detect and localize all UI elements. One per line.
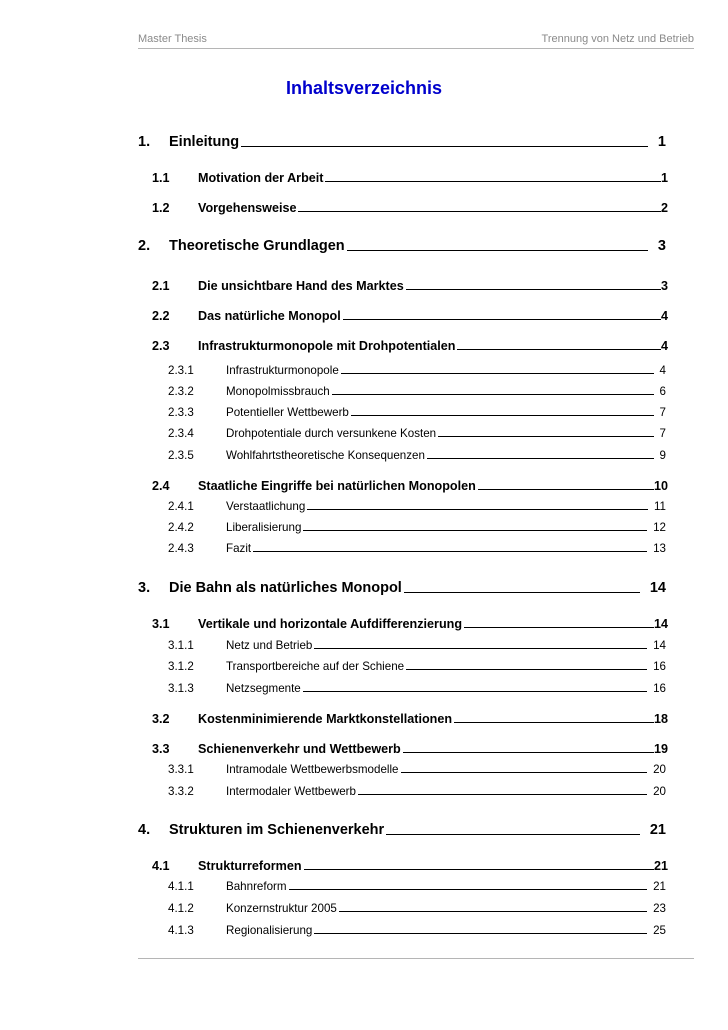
toc-entry-level-3[interactable]	[168, 639, 666, 652]
toc-entry-page-number: 12	[653, 521, 666, 534]
toc-entry-level-3[interactable]	[168, 500, 666, 513]
toc-entry-page-number: 25	[653, 924, 666, 937]
toc-entry-title: Netz und Betrieb	[226, 639, 313, 652]
toc-entry-level-3[interactable]	[168, 785, 666, 798]
toc-entry-level-3[interactable]	[168, 364, 666, 377]
toc-entry-number: 2.4.1	[168, 500, 194, 513]
toc-entry-page-number: 11	[653, 500, 666, 513]
toc-entry-level-3[interactable]	[168, 449, 666, 462]
toc-entry-page-number: 4	[660, 339, 668, 353]
toc-entry-title: Staatliche Eingriffe bei natürlichen Monopolen	[198, 479, 476, 493]
toc-leader-line	[351, 414, 654, 416]
toc-entry-number: 2.2	[152, 309, 170, 323]
toc-entry-title: Intermodaler Wettbewerb	[226, 785, 356, 798]
toc-leader-line	[457, 348, 661, 350]
toc-entry-page-number: 14	[653, 639, 666, 652]
toc-entry-level-3[interactable]	[168, 542, 666, 555]
toc-leader-line	[438, 435, 653, 437]
toc-entry-page-number: 7	[659, 406, 666, 419]
toc-entry-title: Die Bahn als natürliches Monopol	[169, 580, 402, 596]
toc-entry-number: 3.3	[152, 742, 170, 756]
toc-leader-line	[314, 932, 647, 934]
toc-entry-title: Wohlfahrtstheoretische Konsequenzen	[226, 449, 425, 462]
toc-entry-level-3[interactable]	[168, 406, 666, 419]
toc-leader-line	[253, 550, 647, 552]
toc-entry-level-1[interactable]	[138, 822, 666, 838]
toc-leader-line	[478, 488, 654, 490]
toc-leader-line	[454, 721, 654, 723]
toc-entry-title: Infrastrukturmonopole	[226, 364, 339, 377]
toc-entry-number: 4.	[138, 822, 151, 838]
toc-entry-title: Potentieller Wettbewerb	[226, 406, 349, 419]
toc-entry-page-number: 19	[653, 742, 668, 756]
toc-leader-line	[307, 508, 648, 510]
toc-entry-number: 2.3.4	[168, 427, 194, 440]
toc-entry-number: 4.1.1	[168, 880, 194, 893]
toc-entry-page-number: 4	[660, 309, 668, 323]
toc-entry-number: 2.3.5	[168, 449, 194, 462]
toc-entry-number: 3.1.2	[168, 660, 194, 673]
toc-entry-page-number: 21	[649, 822, 666, 838]
toc-leader-line	[427, 457, 654, 459]
toc-leader-line	[358, 793, 647, 795]
toc-entry-page-number: 16	[653, 660, 666, 673]
toc-entry-page-number: 1	[660, 171, 668, 185]
toc-entry-page-number: 18	[653, 712, 668, 726]
toc-entry-title: Strukturen im Schienenverkehr	[169, 822, 385, 838]
toc-entry-page-number: 14	[649, 580, 666, 596]
toc-entry-level-2[interactable]	[152, 339, 668, 353]
toc-leader-line	[386, 833, 640, 835]
toc-entry-number: 3.2	[152, 712, 170, 726]
toc-entry-level-3[interactable]	[168, 763, 666, 776]
toc-entry-title: Theoretische Grundlagen	[169, 238, 345, 254]
toc-leader-line	[314, 647, 647, 649]
toc-entry-level-2[interactable]	[152, 859, 668, 873]
toc-entry-title: Vorgehensweise	[198, 201, 297, 215]
toc-entry-page-number: 10	[653, 479, 668, 493]
toc-entry-number: 2.3.3	[168, 406, 194, 419]
running-header	[138, 26, 694, 49]
toc-entry-level-2[interactable]	[152, 742, 668, 756]
toc-entry-number: 4.1	[152, 859, 170, 873]
toc-entry-number: 4.1.2	[168, 902, 194, 915]
toc-entry-title: Verstaatlichung	[226, 500, 306, 513]
toc-leader-line	[241, 145, 648, 147]
toc-entry-title: Motivation der Arbeit	[198, 171, 324, 185]
toc-entry-title: Infrastrukturmonopole mit Drohpotentialen	[198, 339, 456, 353]
header-right-text: Trennung von Netz und Betrieb	[541, 33, 694, 45]
toc-entry-level-3[interactable]	[168, 924, 666, 937]
header-left-text: Master Thesis	[138, 33, 207, 45]
toc-entry-title: Monopolmissbrauch	[226, 385, 330, 398]
toc-entry-page-number: 14	[653, 617, 668, 631]
toc-leader-line	[347, 249, 648, 251]
toc-entry-number: 3.3.1	[168, 763, 194, 776]
toc-entry-number: 2.3.1	[168, 364, 194, 377]
toc-entry-number: 1.1	[152, 171, 170, 185]
toc-entry-level-3[interactable]	[168, 660, 666, 673]
toc-entry-page-number: 6	[659, 385, 666, 398]
toc-entry-page-number: 21	[653, 859, 668, 873]
toc-entry-page-number: 9	[659, 449, 666, 462]
toc-entry-title: Bahnreform	[226, 880, 287, 893]
toc-leader-line	[332, 393, 654, 395]
toc-entry-page-number: 3	[657, 238, 666, 254]
toc-entry-page-number: 1	[657, 134, 666, 150]
toc-entry-title: Strukturreformen	[198, 859, 302, 873]
toc-entry-title: Drohpotentiale durch versunkene Kosten	[226, 427, 437, 440]
toc-entry-level-2[interactable]	[152, 201, 668, 215]
toc-leader-line	[464, 626, 654, 628]
toc-entry-number: 3.1.3	[168, 682, 194, 695]
toc-entry-page-number: 20	[653, 763, 666, 776]
toc-entry-level-3[interactable]	[168, 682, 666, 695]
toc-leader-line	[298, 210, 661, 212]
toc-entry-number: 3.	[138, 580, 151, 596]
toc-entry-page-number: 3	[660, 279, 668, 293]
toc-entry-level-3[interactable]	[168, 902, 666, 915]
toc-leader-line	[406, 668, 647, 670]
toc-entry-title: Einleitung	[169, 134, 240, 150]
toc-entry-level-3[interactable]	[168, 880, 666, 893]
toc-entry-page-number: 23	[653, 902, 666, 915]
toc-entry-title: Konzernstruktur 2005	[226, 902, 337, 915]
toc-leader-line	[406, 288, 661, 290]
toc-entry-number: 2.1	[152, 279, 170, 293]
toc-entry-number: 1.	[138, 134, 151, 150]
toc-entry-number: 3.1.1	[168, 639, 194, 652]
toc-entry-number: 2.3	[152, 339, 170, 353]
toc-entry-title: Die unsichtbare Hand des Marktes	[198, 279, 404, 293]
toc-entry-level-2[interactable]	[152, 279, 668, 293]
toc-entry-page-number: 21	[653, 880, 666, 893]
toc-leader-line	[403, 751, 654, 753]
toc-entry-number: 4.1.3	[168, 924, 194, 937]
toc-entry-level-3[interactable]	[168, 427, 666, 440]
toc-entry-level-2[interactable]	[152, 309, 668, 323]
toc-entry-title: Transportbereiche auf der Schiene	[226, 660, 405, 673]
toc-entry-title: Schienenverkehr und Wettbewerb	[198, 742, 401, 756]
toc-entry-title: Kostenminimierende Marktkonstellationen	[198, 712, 453, 726]
toc-leader-line	[404, 591, 640, 593]
toc-entry-number: 2.	[138, 238, 151, 254]
toc-entry-number: 2.3.2	[168, 385, 194, 398]
toc-leader-line	[341, 372, 654, 374]
toc-entry-level-2[interactable]	[152, 712, 668, 726]
toc-entry-level-3[interactable]	[168, 521, 666, 534]
toc-entry-number: 3.3.2	[168, 785, 194, 798]
toc-leader-line	[325, 180, 661, 182]
toc-entry-page-number: 13	[653, 542, 666, 555]
toc-entry-level-1[interactable]	[138, 580, 666, 596]
page-title: Inhaltsverzeichnis	[285, 78, 443, 98]
toc-entry-title: Regionalisierung	[226, 924, 313, 937]
toc-entry-title: Das natürliche Monopol	[198, 309, 341, 323]
toc-entry-title: Fazit	[226, 542, 252, 555]
toc-entry-title: Netzsegmente	[226, 682, 301, 695]
toc-leader-line	[401, 771, 648, 773]
toc-entry-page-number: 20	[653, 785, 666, 798]
toc-leader-line	[303, 690, 647, 692]
toc-entry-level-3[interactable]	[168, 385, 666, 398]
toc-leader-line	[339, 910, 647, 912]
toc-entry-title: Vertikale und horizontale Aufdifferenzierung	[198, 617, 463, 631]
toc-entry-page-number: 2	[660, 201, 668, 215]
toc-entry-number: 2.4	[152, 479, 170, 493]
toc-entry-number: 2.4.2	[168, 521, 194, 534]
toc-entry-title: Liberalisierung	[226, 521, 302, 534]
toc-entry-page-number: 7	[659, 427, 666, 440]
toc-entry-level-2[interactable]	[152, 479, 668, 493]
toc-entry-number: 2.4.3	[168, 542, 194, 555]
toc-entry-page-number: 16	[653, 682, 666, 695]
footer-rule	[138, 958, 694, 959]
toc-entry-level-2[interactable]	[152, 617, 668, 631]
toc-entry-title: Intramodale Wettbewerbsmodelle	[226, 763, 399, 776]
toc-leader-line	[303, 529, 647, 531]
toc-leader-line	[289, 888, 648, 890]
toc-entry-number: 1.2	[152, 201, 170, 215]
toc-leader-line	[343, 318, 661, 320]
toc-entry-number: 3.1	[152, 617, 170, 631]
toc-entry-level-1[interactable]	[138, 238, 666, 254]
toc-entry-page-number: 4	[659, 364, 666, 377]
toc-entry-level-1[interactable]	[138, 134, 666, 150]
toc-entry-level-2[interactable]	[152, 171, 668, 185]
toc-leader-line	[304, 868, 654, 870]
